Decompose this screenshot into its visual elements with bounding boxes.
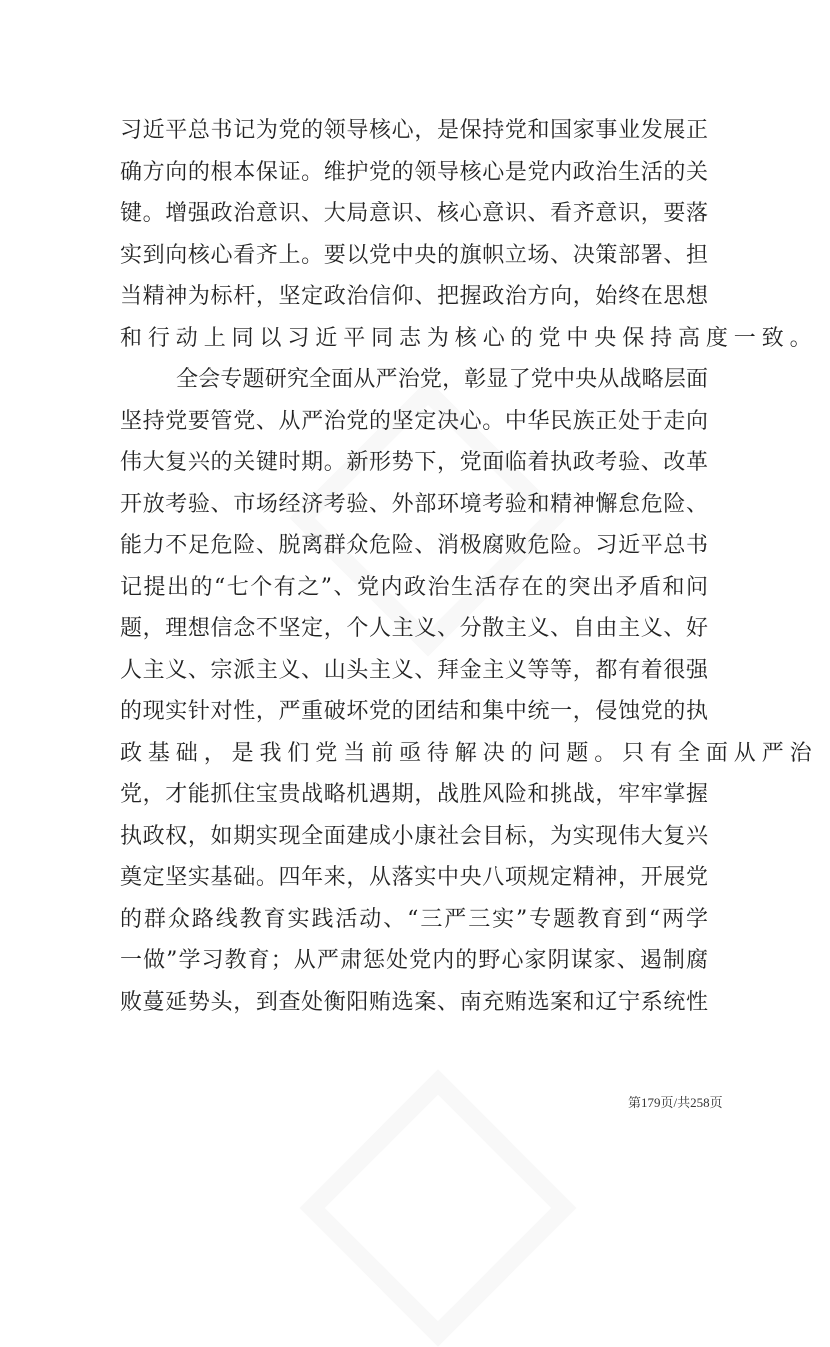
page-number: 第179页/共258页 [628,1095,723,1110]
text-line: 全会专题研究全面从严治党，彰显了党中央从战略层面 [176,367,708,392]
text-line: 一做”学习教育；从严肃惩处党内的野心家阴谋家、遏制腐 [120,948,708,973]
text-line: 党，才能抓住宝贵战略机遇期，战胜风险和挑战，牢牢掌握 [120,782,708,807]
body-text [120,113,818,1026]
text-line: 开放考验、市场经济考验、外部环境考验和精神懈怠危险、 [120,491,708,517]
text-line: 和行动上同以习近平同志为核心的党中央保持高度一致。 [120,325,818,351]
text-line: 伟大复兴的关键时期。新形势下，党面临着执政考验、改革 [120,450,708,475]
text-line: 能力不足危险、脱离群众危险、消极腐败危险。习近平总书 [120,533,708,558]
text-line: 题，理想信念不坚定，个人主义、分散主义、自由主义、好 [120,616,708,641]
text-line: 执政权，如期实现全面建成小康社会目标，为实现伟大复兴 [120,823,708,849]
text-line: 奠定坚实基础。四年来，从落实中央八项规定精神，开展党 [120,865,708,890]
text-line: 的现实针对性，严重破坏党的团结和集中统一，侵蚀党的执 [120,699,708,724]
text-line: 当精神为标杆，坚定政治信仰、把握政治方向，始终在思想 [120,284,708,309]
text-line: 实到向核心看齐上。要以党中央的旗帜立场、决策部署、担 [120,242,708,268]
text-line: 政基础，是我们党当前亟待解决的问题。只有全面从严治 [120,740,818,766]
text-line: 记提出的“七个有之”、党内政治生活存在的突出矛盾和问 [120,574,708,600]
text-line: 确方向的根本保证。维护党的领导核心是党内政治生活的关 [120,159,708,185]
text-line: 人主义、宗派主义、山头主义、拜金主义等等，都有着很强 [120,657,708,683]
text-line: 坚持党要管党、从严治党的坚定决心。中华民族正处于走向 [120,408,708,434]
text-line: 习近平总书记为党的领导核心，是保持党和国家事业发展正 [120,118,708,143]
watermark [299,1069,576,1346]
text-line: 的群众路线教育实践活动、“三严三实”专题教育到“两学 [120,906,708,932]
text-line: 键。增强政治意识、大局意识、核心意识、看齐意识，要落 [120,201,708,226]
text-line: 败蔓延势头，到查处衡阳贿选案、南充贿选案和辽宁系统性 [120,989,708,1015]
